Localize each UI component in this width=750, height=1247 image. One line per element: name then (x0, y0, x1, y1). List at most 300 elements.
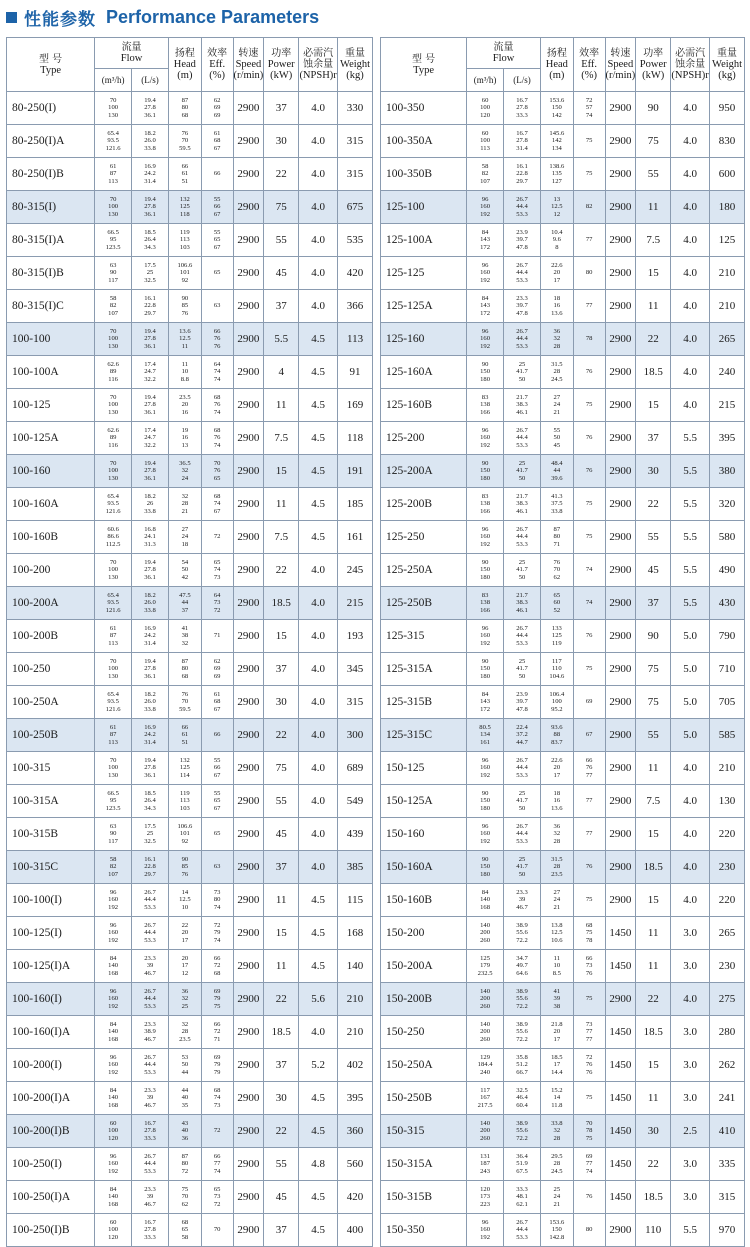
flow-m3h-cell (467, 125, 504, 158)
flow-ls-cell-value: 47.8 (516, 705, 528, 713)
flow-m3h-cell-value: 90 (481, 360, 489, 368)
speed-cell: 2900 (233, 191, 264, 224)
power-cell: 22 (264, 158, 299, 191)
flow-m3h-cell-value: 58 (109, 294, 117, 302)
speed-cell: 2900 (233, 290, 264, 323)
power-cell: 22 (636, 488, 671, 521)
head-cell-value: 59.5 (179, 705, 191, 713)
flow-ls-cell-value: 72.2 (516, 936, 528, 944)
head-cell-value: 61 (181, 170, 189, 178)
head-cell-value: 80 (181, 1160, 189, 1168)
head-cell (540, 686, 573, 719)
weight-cell: 118 (338, 422, 373, 455)
flow-ls-cell-value: 18.2 (144, 492, 156, 500)
flow-m3h-cell-value: 130 (108, 408, 119, 416)
flow-m3h-cell-value: 160 (108, 896, 119, 904)
type-cell: 150-250 (381, 1016, 467, 1049)
head-cell-value: 93.6 (551, 723, 563, 731)
speed-cell: 2900 (233, 1181, 264, 1214)
flow-ls-cell-value: 44.4 (144, 1061, 156, 1069)
type-cell: 150-200A (381, 950, 467, 983)
eff-cell-value: 66 (585, 954, 593, 962)
type-cell: 80-315(I)C (7, 290, 95, 323)
flow-m3h-cell (467, 323, 504, 356)
head-cell-value: 20 (553, 764, 561, 772)
eff-cell-value: 73 (585, 1020, 593, 1028)
flow-m3h-cell-value: 140 (480, 896, 491, 904)
head-cell (540, 290, 573, 323)
head-cell (168, 719, 201, 752)
power-header: 功率 Power (kW) (264, 38, 299, 92)
table-row (7, 1214, 373, 1247)
flow-m3h-cell-value: 58 (109, 855, 117, 863)
eff-cell (201, 1214, 233, 1247)
weight-cell: 335 (710, 1148, 745, 1181)
type-cell: 100-160(I)A (7, 1016, 95, 1049)
table-row (7, 917, 373, 950)
flow-m3h-cell (467, 356, 504, 389)
head-cell-value: 20 (181, 929, 189, 937)
npsh-cell: 4.0 (299, 224, 338, 257)
flow-ls-cell-value: 55.6 (516, 1028, 528, 1036)
flow-ls-cell-value: 21.7 (516, 492, 528, 500)
flow-m3h-cell (467, 389, 504, 422)
speed-cell: 2900 (605, 752, 636, 785)
speed-cell: 2900 (233, 1214, 264, 1247)
head-cell-value: 24 (553, 1193, 561, 1201)
flow-ls-cell-value: 25 (518, 459, 526, 467)
flow-ls-cell-value: 36.1 (144, 210, 156, 218)
eff-cell (573, 1016, 605, 1049)
flow-m3h-cell-value: 96 (109, 921, 117, 929)
speed-cell: 2900 (605, 1214, 636, 1247)
eff-cell-value: 67 (585, 731, 593, 739)
head-cell-value: 13.6 (551, 309, 563, 317)
weight-cell: 395 (710, 422, 745, 455)
flow-m3h-cell-value: 61 (109, 162, 117, 170)
eff-cell-value: 65 (213, 830, 221, 838)
flow-ls-cell-value: 39.7 (516, 698, 528, 706)
head-cell-value: 24 (553, 896, 561, 904)
type-cell: 100-250(I)A (7, 1181, 95, 1214)
head-cell-value: 32 (553, 1127, 561, 1135)
head-cell-value: 39 (553, 995, 561, 1003)
power-cell: 55 (636, 719, 671, 752)
eff-cell (201, 422, 233, 455)
flow-m3h-cell-value: 121.6 (105, 144, 121, 152)
flow-ls-cell-value: 35.8 (516, 1053, 528, 1061)
power-cell: 37 (264, 1049, 299, 1082)
eff-cell (201, 1115, 233, 1148)
npsh-header: 必需汽 蚀余量 (NPSH)r (299, 38, 338, 92)
head-cell-value: 21.8 (551, 1020, 563, 1028)
npsh-header: 必需汽 蚀余量 (NPSH)r (671, 38, 710, 92)
flow-m3h-cell-value: 117 (480, 1086, 490, 1094)
weight-cell: 549 (338, 785, 373, 818)
head-cell-value: 101 (179, 269, 190, 277)
flow-ls-cell (504, 950, 541, 983)
flow-ls-cell-value: 19.4 (144, 195, 156, 203)
head-cell-value: 153.6 (549, 1218, 565, 1226)
head-cell-value: 87 (181, 96, 189, 104)
eff-cell-value: 72 (213, 533, 221, 541)
speed-cell: 2900 (605, 290, 636, 323)
flow-ls-cell-value: 44.7 (516, 738, 528, 746)
flow-ls-cell-value: 62.1 (516, 1200, 528, 1208)
flow-ls-cell (504, 158, 541, 191)
head-cell-value: 119 (180, 228, 190, 236)
flow-ls-cell-value: 38.9 (516, 1119, 528, 1127)
flow-m3h-cell-value: 260 (480, 1035, 491, 1043)
speed-cell: 2900 (605, 554, 636, 587)
flow-m3h-cell-value: 84 (109, 1185, 117, 1193)
eff-cell-value: 72 (213, 1200, 221, 1208)
flow-m3h-cell-value: 96 (481, 525, 489, 533)
head-cell-value: 24 (181, 474, 189, 482)
head-cell-value: 18.5 (551, 1053, 563, 1061)
weight-cell: 560 (338, 1148, 373, 1181)
eff-cell-value: 73 (213, 1193, 221, 1201)
head-cell-value: 80 (181, 104, 189, 112)
eff-cell-value: 75 (585, 665, 593, 673)
flow-m3h-cell-value: 89 (109, 434, 117, 442)
flow-m3h-cell (467, 719, 504, 752)
power-cell: 7.5 (264, 422, 299, 455)
flow-m3h-cell-value: 90 (481, 657, 489, 665)
head-cell (168, 1181, 201, 1214)
eff-cell-value: 76 (585, 1068, 593, 1076)
flow-m3h-cell-value: 223 (480, 1200, 491, 1208)
head-cell-value: 76 (181, 870, 189, 878)
power-cell: 11 (636, 191, 671, 224)
flow-m3h-cell (95, 455, 132, 488)
speed-cell: 2900 (233, 983, 264, 1016)
head-cell-value: 13 (553, 195, 561, 203)
table-row (381, 1148, 745, 1181)
head-cell (540, 785, 573, 818)
npsh-cell: 4.0 (671, 224, 710, 257)
flow-m3h-cell-value: 240 (480, 1068, 491, 1076)
head-cell-value: 92 (181, 276, 189, 284)
flow-ls-cell (504, 1049, 541, 1082)
eff-cell-value: 77 (585, 1028, 593, 1036)
eff-cell (573, 818, 605, 851)
flow-m3h-cell (95, 521, 132, 554)
power-cell: 37 (264, 1214, 299, 1247)
flow-m3h-cell (95, 554, 132, 587)
head-cell-value: 142.8 (549, 1233, 565, 1241)
head-cell-value: 41 (553, 987, 561, 995)
head-cell-value: 16 (181, 408, 189, 416)
speed-cell: 2900 (233, 521, 264, 554)
flow-ls-cell-value: 26.0 (144, 698, 156, 706)
flow-m3h-cell (467, 191, 504, 224)
eff-cell-value: 74 (213, 566, 221, 574)
flow-m3h-cell-value: 100 (108, 335, 119, 343)
weight-cell: 315 (338, 125, 373, 158)
flow-m3h-cell-value: 83 (481, 591, 489, 599)
head-cell-value: 17 (181, 962, 189, 970)
head-cell-value: 76 (181, 309, 189, 317)
flow-ls-cell-value: 31.4 (516, 144, 528, 152)
table-row (7, 1049, 373, 1082)
flow-m3h-cell-value: 83 (481, 492, 489, 500)
head-cell (540, 224, 573, 257)
head-cell-value: 36 (181, 987, 189, 995)
flow-ls-cell-value: 36.1 (144, 573, 156, 581)
flow-ls-cell-value: 48.1 (516, 1193, 528, 1201)
flow-m3h-cell-value: 192 (108, 1068, 119, 1076)
npsh-cell: 4.5 (299, 389, 338, 422)
heading-english: Performance Parameters (106, 6, 320, 27)
eff-cell (573, 587, 605, 620)
npsh-cell: 4.5 (299, 884, 338, 917)
flow-ls-cell-value: 25 (518, 360, 526, 368)
power-cell: 75 (264, 191, 299, 224)
flow-m3h-cell-value: 160 (480, 533, 491, 541)
flow-ls-cell-value: 16.7 (144, 1218, 156, 1226)
flow-m3h-cell-value: 187 (480, 1160, 491, 1168)
flow-ls-cell-value: 22.8 (144, 302, 156, 310)
flow-m3h-cell (467, 1181, 504, 1214)
head-cell-value: 35 (181, 1101, 189, 1109)
eff-cell-value: 74 (213, 936, 221, 944)
flow-m3h-cell-value: 167 (480, 1094, 491, 1102)
flow-m3h-cell-value: 96 (109, 888, 117, 896)
speed-cell: 2900 (605, 653, 636, 686)
eff-cell-value: 64 (213, 360, 221, 368)
npsh-cell: 5.5 (671, 422, 710, 455)
flow-ls-cell-value: 17.5 (144, 261, 156, 269)
flow-m3h-cell-value: 143 (480, 698, 491, 706)
table-row (381, 1016, 745, 1049)
speed-cell: 2900 (233, 686, 264, 719)
head-cell-value: 15.2 (551, 1086, 563, 1094)
flow-ls-cell (132, 554, 169, 587)
flow-m3h-cell-value: 160 (480, 335, 491, 343)
flow-m3h-cell-value: 113 (108, 639, 118, 647)
flow-ls-cell-value: 53.3 (516, 639, 528, 647)
speed-cell: 2900 (233, 851, 264, 884)
flow-m3h-cell-value: 60 (481, 96, 489, 104)
flow-ls-cell-value: 23.3 (144, 1185, 156, 1193)
npsh-cell: 4.0 (671, 290, 710, 323)
flow-ls-cell-value: 47.8 (516, 309, 528, 317)
flow-m3h-cell-value: 87 (109, 632, 117, 640)
flow-ls-cell-value: 44.4 (516, 830, 528, 838)
eff-cell-value: 67 (213, 144, 221, 152)
eff-cell-value: 66 (213, 954, 221, 962)
flow-m3h-cell-value: 129 (480, 1053, 491, 1061)
eff-cell (573, 1115, 605, 1148)
weight-cell: 215 (338, 587, 373, 620)
power-cell: 30 (264, 1082, 299, 1115)
flow-m3h-cell-value: 82 (109, 302, 117, 310)
table-row (381, 389, 745, 422)
flow-m3h-cell (95, 257, 132, 290)
heading-chinese: 性能参数 (24, 9, 96, 30)
flow-m3h-cell-value: 93.5 (107, 137, 119, 145)
eff-cell (201, 290, 233, 323)
flow-m3h-cell-value: 63 (109, 822, 117, 830)
head-cell-value: 103 (179, 243, 190, 251)
flow-m3h-cell-value: 90 (109, 269, 117, 277)
weight-cell: 168 (338, 917, 373, 950)
head-cell-value: 24 (553, 401, 561, 409)
flow-m3h-cell-value: 160 (480, 269, 491, 277)
flow-m3h-cell (467, 785, 504, 818)
flow-m3h-cell-value: 140 (480, 987, 491, 995)
table-row (7, 224, 373, 257)
table-row (381, 719, 745, 752)
eff-cell-value: 73 (213, 599, 221, 607)
flow-ls-cell-value: 32.5 (144, 276, 156, 284)
eff-cell-value: 77 (585, 302, 593, 310)
weight-cell: 241 (710, 1082, 745, 1115)
table-row (7, 422, 373, 455)
npsh-cell: 4.0 (671, 125, 710, 158)
flow-ls-cell-value: 36.4 (516, 1152, 528, 1160)
flow-m3h-cell (467, 422, 504, 455)
weight-cell: 275 (710, 983, 745, 1016)
flow-m3h-cell (95, 1082, 132, 1115)
flow-ls-cell-value: 47.8 (516, 243, 528, 251)
flow-m3h-cell-value: 161 (480, 738, 491, 746)
flow-ls-cell (504, 719, 541, 752)
flow-m3h-cell-value: 131 (480, 1152, 491, 1160)
flow-ls-cell-value: 60.4 (516, 1101, 528, 1109)
flow-ls-cell-value: 36.1 (144, 771, 156, 779)
flow-ls-cell (132, 1181, 169, 1214)
flow-m3h-cell-value: 140 (480, 1020, 491, 1028)
flow-ls-cell-value: 46.7 (144, 1035, 156, 1043)
table-row (7, 488, 373, 521)
eff-cell (201, 719, 233, 752)
head-cell (168, 653, 201, 686)
eff-header: 效率 Eff. (%) (201, 38, 233, 92)
speed-cell: 2900 (233, 917, 264, 950)
flow-ls-cell (132, 653, 169, 686)
flow-m3h-cell (467, 653, 504, 686)
flow-m3h-cell-value: 66.5 (107, 789, 119, 797)
head-cell-value: 37.5 (551, 500, 563, 508)
head-cell-value: 153.6 (549, 96, 565, 104)
flow-m3h-cell-value: 70 (109, 756, 117, 764)
head-cell-value: 95.2 (551, 705, 563, 713)
eff-cell-value: 69 (213, 665, 221, 673)
flow-ls-cell-value: 16.9 (144, 723, 156, 731)
npsh-cell: 4.5 (299, 1115, 338, 1148)
eff-cell-value: 65 (213, 1185, 221, 1193)
head-cell-value: 11 (181, 342, 189, 350)
table-row (7, 1082, 373, 1115)
flow-ls-cell-value: 26.7 (144, 888, 156, 896)
head-cell-value: 23.5 (179, 1035, 191, 1043)
flow-m3h-cell-value: 166 (480, 507, 491, 515)
eff-cell-value: 55 (213, 789, 221, 797)
npsh-cell: 5.2 (299, 1049, 338, 1082)
flow-ls-cell-value: 44.4 (516, 335, 528, 343)
head-cell-value: 42 (181, 573, 189, 581)
type-cell: 100-160B (7, 521, 95, 554)
flow-m3h-cell-value: 100 (108, 1127, 119, 1135)
flow-m3h-cell-value: 84 (109, 1086, 117, 1094)
eff-cell (573, 851, 605, 884)
head-cell-value: 28 (553, 837, 561, 845)
speed-cell: 2900 (605, 884, 636, 917)
weight-cell: 420 (338, 1181, 373, 1214)
flow-ls-cell-value: 22.8 (144, 863, 156, 871)
flow-m3h-cell-value: 66.5 (107, 228, 119, 236)
head-cell-value: 20 (181, 954, 189, 962)
eff-cell (201, 818, 233, 851)
eff-cell-value: 68 (213, 1086, 221, 1094)
flow-m3h-cell-value: 192 (108, 903, 119, 911)
npsh-cell: 4.0 (671, 191, 710, 224)
type-cell: 125-250 (381, 521, 467, 554)
head-cell (168, 158, 201, 191)
flow-ls-cell (504, 818, 541, 851)
flow-m3h-cell-value: 200 (480, 1028, 491, 1036)
flow-ls-cell (504, 389, 541, 422)
head-cell (540, 191, 573, 224)
flow-m3h-cell (467, 818, 504, 851)
head-cell (168, 389, 201, 422)
flow-m3h-cell (95, 290, 132, 323)
head-cell-value: 28 (553, 342, 561, 350)
weight-cell: 230 (710, 950, 745, 983)
flow-m3h-cell-value: 58 (481, 162, 489, 170)
npsh-cell: 4.5 (299, 1082, 338, 1115)
table-row (381, 356, 745, 389)
weight-cell: 345 (338, 653, 373, 686)
eff-cell-value: 76 (213, 401, 221, 409)
table-body-right (381, 92, 745, 1247)
speed-cell: 2900 (605, 719, 636, 752)
power-cell: 15 (636, 818, 671, 851)
head-cell-value: 134 (551, 144, 562, 152)
eff-cell (573, 356, 605, 389)
head-cell-value: 21 (553, 1200, 561, 1208)
flow-ls-cell-value: 19.4 (144, 558, 156, 566)
npsh-cell: 4.5 (299, 1214, 338, 1247)
eff-cell-value: 70 (585, 1119, 593, 1127)
flow-m3h-cell (467, 455, 504, 488)
head-cell (168, 752, 201, 785)
flow-m3h-cell-value: 93.5 (107, 698, 119, 706)
flow-m3h-cell-value: 138 (480, 401, 491, 409)
table-row (381, 554, 745, 587)
flow-m3h-cell-value: 117 (108, 276, 118, 284)
eff-cell (573, 191, 605, 224)
head-cell (540, 92, 573, 125)
flow-ls-cell-value: 38.9 (516, 987, 528, 995)
flow-ls-cell-value: 41.7 (516, 665, 528, 673)
weight-cell: 585 (710, 719, 745, 752)
head-cell (168, 1082, 201, 1115)
head-cell (540, 554, 573, 587)
speed-cell: 2900 (233, 389, 264, 422)
head-cell-value: 28 (181, 1028, 189, 1036)
power-cell: 18.5 (636, 1181, 671, 1214)
head-cell-value: 23.5 (551, 870, 563, 878)
head-cell (540, 1115, 573, 1148)
power-cell: 45 (636, 554, 671, 587)
flow-ls-cell-value: 24.2 (144, 632, 156, 640)
flow-ls-cell-value: 16.7 (516, 129, 528, 137)
table-row (381, 917, 745, 950)
head-cell-value: 70 (181, 137, 189, 145)
